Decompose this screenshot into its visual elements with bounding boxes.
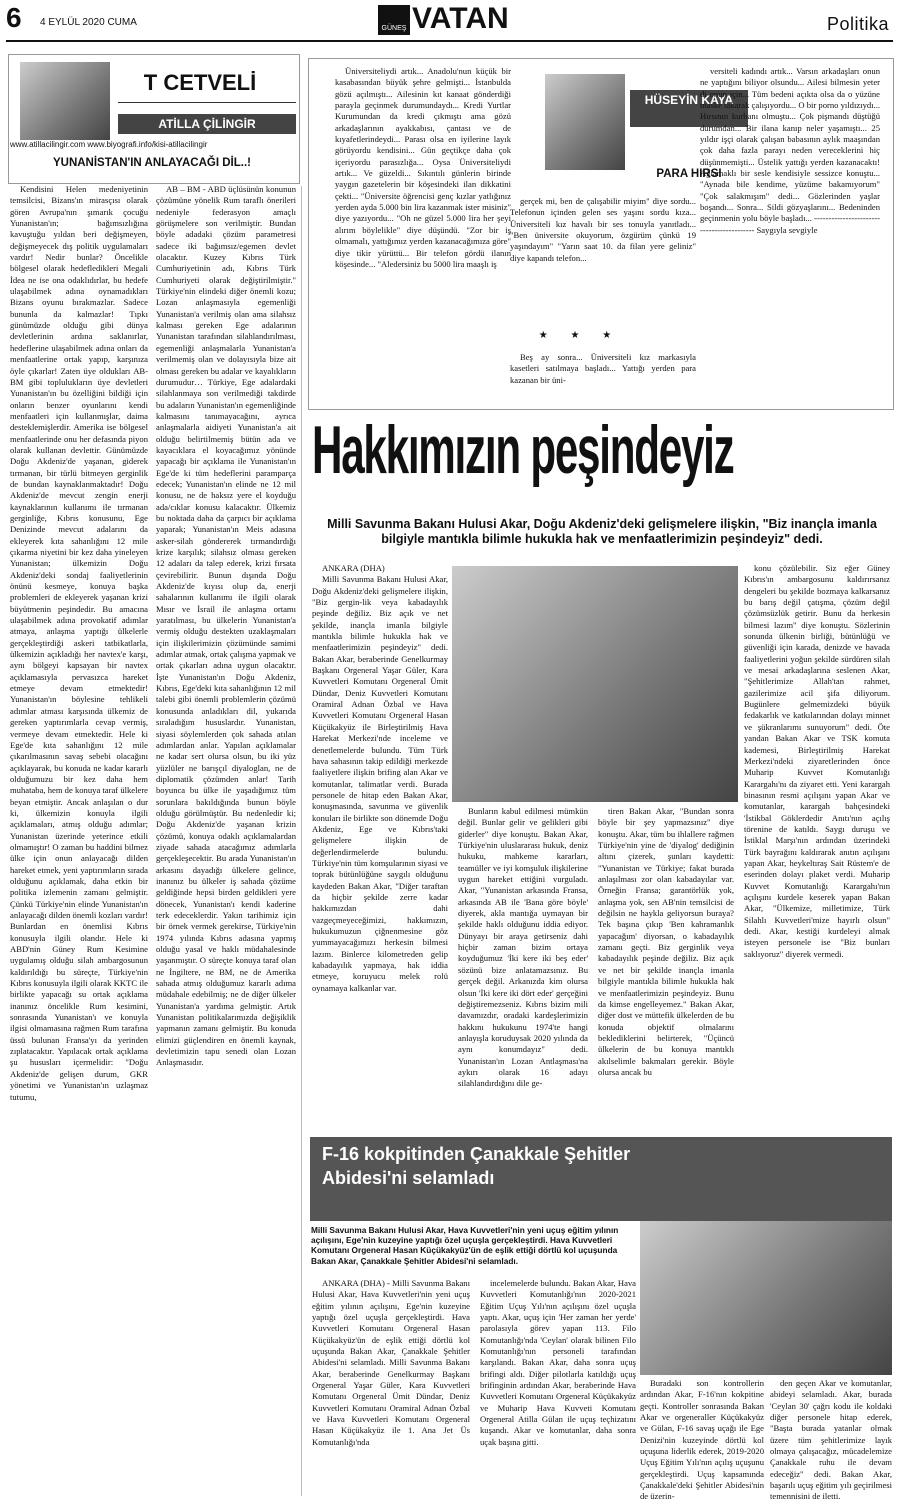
issue-date: 4 EYLÜL 2020 CUMA xyxy=(40,17,137,28)
section-stars: ★ ★ ★ xyxy=(538,330,622,341)
main-text-2: Bunların kabul edilmesi mümkün değil. Bunlar gelir ve gelikleri gibi giderler" diye konuştu. Bakan Akar, Türkiye'nin uluslararası hukuk, deniz hukuku, mahkeme kararları, teamüller ve iyi komşuluk ilişkilerine uygun hareket ettiğini vurguladı. Akar, "Yunanistan arkasında Fransa, arkasında AB ile 'Bana göre böyle' diyerek, akla mantığa uymayan bir şekilde haklı olduğunu iddia ediyor. Dünyayı bir araya getirseniz dahi hiçbir zaman bizim ortaya koyduğumuz 'İki kere iki beş eder' sözünü bize anlatamazsınız. Bu gerçek değil. Arkanızda kim olursa olsun 'İki kere iki dört eder' gerçeğini değiştiremezseniz. Kıbrıs bizim mili davamızdır, oradaki kardeşlerimizin hakkını hukukunu 1974'te hangi anlayışla koruduysak 2020 yılında da aynı konumdayız" dedi. Yunanistan'ın Lozan Antlaşması'na aykırı olarak 16 adayı silahlandırdığını dile ge- xyxy=(458,806,588,1089)
column-right-text-3: versiteli kadındı artık... Varsın arkadaşları onun ne yaptığını biliyor olsundu... Ailesi bilmesin yeter di onun için... Tüm bedeni açıkta olsa da o yüzüne maske takarak çalışıyordu... O bir porno yıldızıydı... Hırsının kurbanı olmuştu... Çok pişmandı düştüğü durumdan... Bir ilana kanıp neler yaşamıştı... 25 yıldır işçi olarak çalışan babasının aylık maaşından çok daha fazla parayı neden vereceklerini hiç düşünmemişti... Üstelik yattığı yerden kazanacaktı! Ağlamaklı bir sesle kendisiyle sessizce konuştu... "Aynada bile kendime, yüzüme bakamıyorum" "Çok salakmışım" dedi... Gözlerinden yaşlar boşandı... Sonra... Sildi gözyaşlarını... Bedeninden geçinmenin yolu böyle başladı... ------------------------------------------ Saygıyla sevgiyle xyxy=(700,66,880,235)
column-right-author: HÜSEYİN KAYA xyxy=(630,90,748,127)
logo-mark: GÜNEŞ xyxy=(378,5,410,35)
column-right-text-1: Üniversiteliydi artık... Anadolu'nun küçük bir kasabasından büyük şehre gelmişti... İstanbulda gözü açılmıştı... Ailesinin kıt kanaat gönderdiği parayla geçinmek durumundaydı... Kredi Yurtlar Kurumundan da kredi çıkmıştı ama gözü arkadaşlarının ayakkabısı, çantası ve de kıyafetlerindeydi... Parası olsa en iyilerine layık görüyordu kendisini... Gün geçtikçe daha çok içeriyordu parasızlığa... Oysa Üniversiteliydi artık... Ve güzeldi... Sıkıntılı günlerin birinde yaygın gazetelerin bir köşesindeki ilan dikkatini çekti... "Üniversite öğrencisi genç kızlar yatlığınız yerden ayda 5.000 bin lira kazanmak ister misiniz" diye yazıyordu... "Oh ne güzel 5.000 lira her şeyi alırım böylelikle" diye düşündü. "Zor bir iş olmamalı, yattığımız yerden kazanacağımıza göre" diye tikir yürüttü... Bir telefon gördü ilanın köşesinde... "Aledersiniz bu 5000 lira maaşlı iş xyxy=(335,66,511,269)
f16-cockpit-photo xyxy=(640,1221,892,1375)
main-headline[interactable]: Hakkımızın peşindeyiz xyxy=(312,412,734,488)
author-photo-atilla xyxy=(20,62,110,140)
f16-text-2: incelemelerde bulundu. Bakan Akar, Hava Kuvvetleri Komutanlığı'nın 2020-2021 Eğitim Uçuş Yılı'nın açılışını özel uçuşla yaptı. Akar, uçuş için 'Her zaman her yerde' parolasıyla görev yapan 113. Filo Komutanlığı'nda 'Ceylan' olarak bilinen Filo Komutanlığı'nın personeli tarafından karşılandı. Bakan Akar, daha sonra uçuş brifingi aldı. Diğer pilotlarla katıldığı uçuş brifinginin ardından Akar, beraberinde Hava Kuvvetleri Komutanı Orgeneral Küçükakyüz ve Muharip Hava Kuvveti Komutanı Orgeneral Atilla Gülan ile uçuş teçhizatını kuşandı. Akar ve komutanlar, daha sonra uçak başına gitti. xyxy=(480,1278,636,1447)
f16-text-1: ANKARA (DHA) - Milli Savunma Bakanı Hulusi Akar, Hava Kuvvetleri'nin yeni uçuş eğitim yılının açılışını, Ege'nin kuzeyine yaptığı özel uçuşla gerçekleştirdi. Hava Kuvvetleri Komutanı Orgeneral Hasan Küçükakyüz'ün de eşlik ettiği dörtlü kol uçuşunda Bakan Akar, Çanakkale Şehitler Abidesi'ni selamladı. Milli Savunma Bakanı Akar, beraberinde Genelkurmay Başkanı Orgeneral Yaşar Güler, Kara Kuvvetleri Komutanı Orgeneral Ümit Dündar, Deniz Kuvvetleri Komutanı Oramiral Adnan Özbal ve Hava Kuvvetleri Komutanı Orgeneral Hasan Küçükakyüz ile 1. Ana Jet Üs Komutanlığı'nda xyxy=(312,1278,470,1447)
main-photo-akar xyxy=(452,566,738,802)
f16-text-3: Buradaki son kontrollerin ardından Akar, F-16'nın kokpitine geçti. Kontroller sonrasında Bakan Akar ve orgeneraller Küçükakyüz ve Gülan, F-16 savaş uçağı ile Ege Denizi'nin kuzeyinde dörtlü kol uçuşuna liderlik ederek, 2019-2020 Uçuş Eğitim Yılı'nın açılış uçuşunu gerçekleştirdi. Uçuş kapsamında Çanakkale'deki Şehitler Abidesi'nin de üzerin- xyxy=(640,1378,764,1502)
column-title: T CETVELİ xyxy=(143,70,257,95)
f16-spot: Milli Savunma Bakanı Hulusi Akar, Hava Kuvvetleri'nin yeni uçuş eğitim yılının açılışını, Ege'nin kuzeyine yaptığı özel uçuşla gerçekleştirdi. Hava Kuvvetleri Komutanı Orgeneral Hasan Küçükakyüz'ün de eşlik ettiği dörtlü kol uçuşunda Bakan Akar, Çanakkale Şehitler Abidesi'ni selamladı. xyxy=(311,1225,619,1266)
main-text-3: tiren Bakan Akar, "Bundan sonra böyle bir şey yapmazsınız" diye konuştu. Akar, tüm bu ihlallere rağmen Türkiye'nin yine de 'diyalog' dediğinin altını çizerek, şunları kaydetti: "Yunanistan ve Türkiye; fakat burada anlaşılması zor olan kabadayılar var. Örneğin Fransa; garantörlük yok, anlaşma yok, sen AB'nin temsilcisi de değilsin ne haykla geliyorsun buraya? Tek başına çıkıp 'Ben kahramanlık yapacağım' diyorsan, o kabadayılık zamanı geçti. Biz gerginlik veya kabadayılık peşinde değiliz. Biz açık ve net bir şekilde inançla imanla bilgiyle mantıkla bilimle hukukla hak ve menfaatlerimizin peşindeyiz. Bunu da kimse engelleyemez." Bakan Akar, diğer dost ve müttefik ülkelerden de bu konuda objektif olmalarını beklediklerini belirterek, "Üçüncü ülkelerin de bu konuya mantıklı akılselimle bakmaları gerekir. Böyle olursa ancak bu xyxy=(598,806,734,1077)
logo-wordmark: VATAN xyxy=(412,2,509,35)
column-right-text-2: gerçek mi, ben de çalışabilir miyim" diye sordu... Telefonun içinden gelen ses yaşını sordu kıza... Üniversiteli kız havalı bir ses tonuyla yanıtladı... "Ben üniversite okuyorum, özgürüm çünkü 19 yaşındayım" "Yarın saat 10. da filan yere geliniz" diye kapandı telefon... xyxy=(510,196,696,263)
main-text-4: konu çözülebilir. Siz eğer Güney Kıbrıs'ın ambargosunu kaldırırsanız dengeleri bu şekilde bozmaya kalkarsanız bu barış değil çatışma, çözüm değil çözümsüzlük getirir. Bunu da herkesin bilmesi lazım" diye konuştu. Sözlerinin sonunda ülkenin birliği, bütünlüğü ve güvenliği için karada, denizde ve havada faaliyetlerini yoğun şekilde sürdüren silah ve mesai arkadaşlarına seslenen Akar, "Şehitlerimize Allah'tan rahmet, gazilerimize acil şifa diliyorum. Bugünlere gelmemizdeki büyük fedakarlık ve katkılarından dolayı minnet ve şükranlarımı sunuyorum" dedi. Öte yandan Bakan Akar ve TSK komuta kademesi, Birleştirilmiş Harekat Merkezi'ndeki ziyaretlerinden önce Muharip Kuvvet Komutanlığı Karargahı'nı da ziyaret etti. Yeni karargah binasının resmi açılışını yapan Akar ve komutanlar, karargah bahçesindeki 'İstikbal Göklerdedir Anıtı'nın açılış törenine de katıldı. Saygı duruşu ve İstiklal Marşı'nın ardından üzerindeki Türk bayrağını kaldırarak anıtın açılışını yapan Akar, heykeltıraş Sait Rüstem'e de eserinden dolayı plaket verdi. Muharip Kuvvet Komutanlığı Karargahı'nın açılışını kurdele keserek yapan Bakan Akar, "Ülkemize, milletimize, Türk Silahlı Kuvvetleri'mize hayırlı olsun" dedi. Akar, kestiği kurdeleyi almak isteyen personele ise "Biz bunları saklıyoruz" diyerek vermedi. xyxy=(744,563,890,959)
column-right-text-2b: Beş ay sonra... Üniversiteli kız markasıyla kasetleri satılmaya başladı... Yattığı yerden para kazanan bir üni- xyxy=(510,352,696,385)
column-left-text-1: Kendisini Helen medeniyetinin temsilcisi, Bizans'ın mirasçısı olarak gören Avrupa'nın şımarık çocuğu Yunanistan'ın; bağımsızlığına kavuştuğu yıldan beri değişmeyen, değişmeyecek dış politik uygulamaları vardır! Nedir bunlar? Öncelikle bölgesel olarak hedefledikleri Megali İdea ne ise ona odaklıdırlar, bu hedefe ulaşabilmek adına oynamadıkları Bizans oyunu bırakmazlar. Sadece bununla da kalmazlar! Tıpkı günümüzde olduğu gibi dünya devletlerinin ardına saklanırlar, hedeflerine ulaşabilmek adına onları da menfaatlerine ortak yapıp, karşınıza öyle çıkarlar! Zaten üye oldukları AB-BM gibi toplulukların üye devletleri Yunanistan'ın bu özelliğini bildiği için onların benzer oyunlarını kendi menfaatleri için kullanmışlar, daima desteklemişlerdir. Amerika ise bölgesel menfaatlerinde onu her defasında piyon olarak kullanan devlettir. Günümüzde Doğu Akdeniz'de yaşanan, giderek tırmanan, bir türlü bitmeyen gerginlik de bundan kaynaklanmaktadır! Doğu Akdeniz'de mevcut zengin enerji kaynaklarının kullanımı ile tırmanan gerginliğe, Kıbrıs konusunu, Ege Denizinde mevcut adalarını da ekleyerek kıta sahanlığını 12 mile çıkarma niyetini bir kez daha yineleyen Yunanistan; ülkemizin Doğu Akdeniz'deki sondaj faaliyetlerinin önünü kesmeye, konuya başka problemleri de ekleyerek yaşanan krizi büyütmenin peşindedir. Bu amacına ulaşabilmek adına provokatif adımlar atmaya, anlaşma yaptığı ülkelerle gerçekleştirdiği askeri tatbikatlarla, ülkemizin açıkladığı her navtex'e karşı, aynı bölgeyi kapsayan bir navtex açıklamasıyla pervasızca hareket etmeye devam etmektedir! Yunanistan'ın böylesine tehlikeli adımlar atması karşısında ülkemiz de gereken yaptırımlarla cevap vermiş, vermeye devam etmektedir. Hele ki Ege'de kıta sahanlığını 12 mile çıkarılmasının savaş sebebi olacağını açıklayarak, bu konuda ne kadar kararlı olduğumuzu bir kez daha hem muhataba, hem de konuya taraf ülkelere beyan etmiştir. Ancak anlaşılan o dur ki, ülkemizin konuyla ilgili açıklamaları, atmış olduğu adımlar; Yunanistan üzerinde yeterince etkili olmamıştır! O zaman bu haddini bilmez ülke için onun anlayacağı dilden hareket etmek, yeni yaptırımların sırada olduğunu açıklamak, daha etkin bir politika izlemenin zamanı gelmiştir. Çünkü Türkiye'nin elinde Yunanistan'ın anlayacağı dilden önemli kozları vardır! Bunlardan en önemlisi Kıbrıs konusuyla ilgili olandır. Hele ki ABD'nin Güney Rum Kesimine uygulamış olduğu silah ambargosunun kaldırıldığı bu süreçte, Türkiye'nin Kıbrıs konusuyla ilgili olarak KKTC ile birlikte yapacağı su ortak açıklama inanınız öncelikle Rum kesimini, sonrasında Yunanistan'ı ve konuyla ilgisi olmamasına rağmen Rum tarafına üssü bulunan Fransa'yı da yerinden zıplatacaktır. Yapılacak ortak açıklama şu hususları içermelidir: "Doğu Akdeniz'de gelişen durum, GKR yönetimi ve Yunanistan'ın uzlaşmaz tutumu, xyxy=(10,184,148,1102)
author-photo-huseyin xyxy=(545,74,625,170)
column-divider xyxy=(301,186,302,1496)
main-spot: Milli Savunma Bakanı Hulusi Akar, Doğu Akdeniz'deki gelişmelere ilişkin, "Biz inançla imanla bilgiyle mantıkla bilimle hukukla hak ve menfaatlerimizin peşindeyiz" dedi. xyxy=(327,517,877,546)
page-number: 6 xyxy=(6,2,22,33)
newspaper-logo[interactable] xyxy=(378,2,518,36)
header-rule xyxy=(6,40,893,42)
section-name: Politika xyxy=(826,14,889,34)
author-websites[interactable]: www.atillacilingir.com www.biyografi.info/kisi-atillacilingir xyxy=(10,140,208,149)
column-left-text-2: AB – BM - ABD üçlüsünün konunun çözümüne yönelik Rum taraflı önerileri nedeniyle federasyon amaçlı görüşmelere son verilmiştir. Bundan böyle adadaki çözüm parametresi sadece iki bağımsız/egemen devlet olacaktır. Kuzey Kıbrıs Türk Cumhuriyetinin adı, Kıbrıs Türk Cumhuriyeti olarak değiştirilmiştir." Türkiye'nin elindeki diğer önemli kozu; Lozan anlaşmasıyla egemenliği Yunanistan'a verilmiş olan ama silahsız kalması gereken Ege adalarının Yunanistan tarafından silahlandırılması, egemenliği anlaşmalarla Yunanistan'a verilmemiş olan ve dolayısıyla bize ait olması gereken bu adalar ve kayalıkların durumudur… Türkiye, Ege adalardaki silahlanmaya son verilmediği takdirde bu adaların Yunanistan'ın egemenliğinde kalmasını tanımayacağını, ayrıca anlaşmalarla aidiyeti Yunanistan'a ait olduğu belirtilmemiş bütün ada ve kayacıklara el koyacağımız yönünde yapacağı bir açıklama ile Yunanistan'ın Ege'de ki tüm hedeflerini paramparça edecek; Yunanistan'ın elinde ne 12 mil konusu, ne de haksız yere el koyduğu ada/cıklar konusu kalacaktır. Ülkemiz bu noktada daha da çarpıcı bir açıklama yaparak; Yunanistan'ın Meis adasına asker-silah göndererek tırmandırdığı krize karşılık; silahsız olması gereken 12 adaları da talep ederek, krizi fırsata çevirebilirir. Bunun dışında Doğu Akdeniz'de kıyısı olup da, enerji sahalarının kullanımı ile ilgili olarak Mısır ve İsrail ile anlaşma ortamı yaratılması, bu ülkelerin Yunanistan'a vermiş olduğu destekten uzaklaşmaları için ilişkilerimizin çözümünde samimi adımlar atmak, ortak çalışma yapmak ve ortak çıkarları adına uygun olacaktır. İşte Yunanistan'ın Doğu Akdeniz, Kıbrıs, Ege'deki kıta sahanlığının 12 mil talebi gibi önemli problemlerin çözümü konusunda anladıkları dil, yukarıda sıraladığım hususlardır. Yunanistan, siyasi söylemlerden çok sahada atılan adımlardan anlar. Yapılan açıklamalar ne kadar sert olursa olsun, bu iki yüz yüzlüler ne barışçıl diyaloglan, ne de diplomatik çözümden anlar! Tarih boyunca bu ülke ile yaşadığımız tüm sorunlara bakıldığında bunun böyle olduğu görülmüştür. Bu nedenledir ki; Doğu Akdeniz'de yaşanan krizin çözümü, konuya odaklı açıklamalardan ziyade sahada atacağımız adımlarla gerçekleşecektir. Bu arada Yunanistan'ın arkasını dayadığı ülkelere gelince, inanınız bu ülkeler iş sahada çözüme geldiğinde hepsi birden geldikleri yere dönecek, Yunanistan'ı kendi kaderine terk edeceklerdir. Yakın tarihimiz için bir örnek vermek gerekirse, Türkiye'nin 1974 yılında Kıbrıs adasına yapmış olduğu yasal ve haklı müdahalesinde yaşanmıştır. O süreçte konuya taraf olan ne İngiltere, ne BM, ne de Amerika sahada atmış olduğumuz kararlı adıma müdahale edebilmiş; ne de diğer ülkeler Yunanistan'a yardıma gelmiştir. Artık Yunanistan politikalarımızda değişiklik yapmanın zamanı gelmiştir. Bu konuda elimizi güçlendiren en önemli kaynak, devletimizin tapu senedi olan Lozan Anlaşmasıdır. xyxy=(156,184,296,1068)
column-author: ATİLLA ÇİLİNGİR xyxy=(118,114,296,134)
main-text-1: ANKARA (DHA) Milli Savunma Bakanı Hulusi Akar, Doğu Akdeniz'deki gelişmelere ilişkin, "Biz gergin-lik veya kabadayılık peşinde değiliz. Biz açık ve net şekilde, inançla imanla bilgiyle mantıkla bilimle hukukla hak ve menfaatlerimizin peşindeyiz" dedi. Bakan Akar, beraberinde Genelkurmay Başkanı Orgeneral Yaşar Güler, Kara Kuvvetleri Komutanı Orgeneral Ümit Dündar, Deniz Kuvvetleri Komutanı Oramiral Adnan Özbal ve Hava Kuvvetleri Komutanı Orgeneral Hasan Küçükakyüz ile Birleştirilmiş Hava Harekat Merkezi'nde inceleme ve denetlemelerde bulundu. Tüm Türk hava sahasının takip edildiği merkezde faaliyetlere ilişkin brifing alan Akar ve komutanlar, talimatlar verdi. Burada personele de hitap eden Bakan Akar, konuşmasında, savunma ve güvenlik konuları ile birlikte son dönemde Doğu Akdeniz, Ege ve Kıbrıs'taki gelişmelere ilişkin de değerlendirmelerde bulundu. Türkiye'nin tüm komşularının siyasi ve toprak bütünlüğüne saygılı olduğunu kaydeden Bakan Akar, "Diğer taraftan da hiçbir şekilde zerre kadar hakkımızdan dahi vazgeçmeyeceğimizi, hakkımızın, hukukumuzun çiğnenmesine göz yummayacağımızı herkesin bilmesi lazım. Binlerce kilometreden gelip kabadayılık yapmaya, hak iddia etmeye, koruyucu melek rolü oynamaya kalkanlar var. xyxy=(312,563,448,993)
f16-text-4: den geçen Akar ve komutanlar, abideyi selamladı. Akar, burada 'Ceylan 30' çağrı kodu ile koldaki diğer personele hitap ederek, "Başta burada yatanlar olmak üzere tüm şehitlerimize layık olmaya çalışacağız, mücadelemize Çanakkale ruhu ile devam edeceğiz" dedi. Bakan Akar, başarılı uçuş eğitim yılı geçirilmesi temennisini de iletti. xyxy=(770,1378,892,1502)
title-divider xyxy=(118,102,296,103)
column-right-title: PARA HIRSI xyxy=(656,168,722,180)
f16-headline[interactable]: F-16 kokpitinden Çanakkale Şehitler Abidesi'ni selamladı xyxy=(322,1144,631,1188)
column-headline: YUNANİSTAN'IN ANLAYACAĞI DİL..! xyxy=(52,157,252,169)
